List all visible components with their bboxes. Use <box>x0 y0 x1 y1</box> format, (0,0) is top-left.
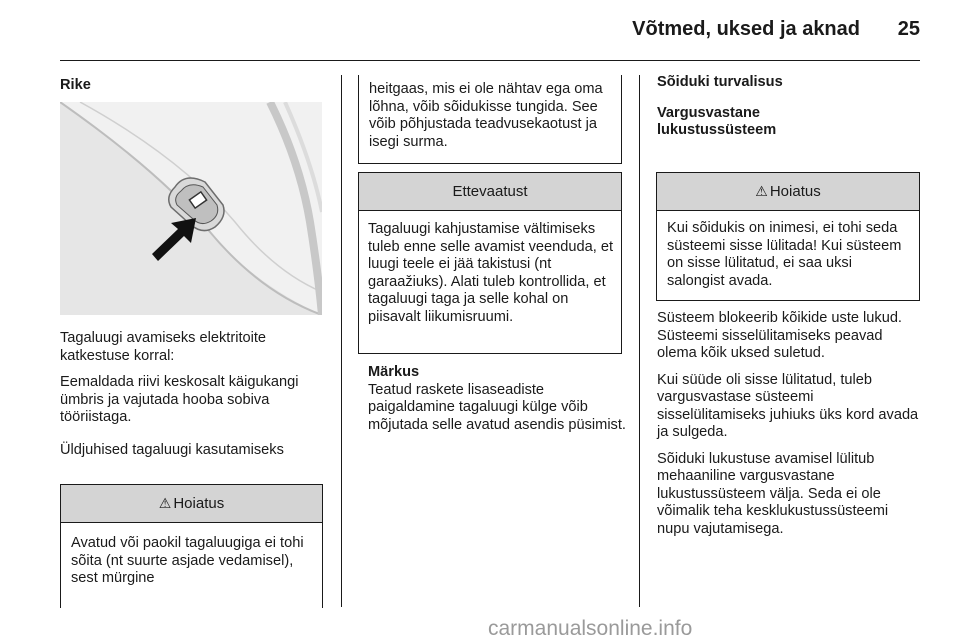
para-power-failure: Tagaluugi avamiseks elektritoite katkestuse korral: <box>60 330 267 364</box>
page-header-title: Võtmed, uksed ja aknad <box>632 18 860 40</box>
caution-box-header <box>359 173 621 211</box>
para-unlock: Sõiduki lukustuse avamisel lülitub mehaaniline vargusvastane lukustussüsteem välja. Seda ei ole võimalik teha kesklukustussüsteemi nupu vajutamisega. <box>657 450 889 537</box>
warning-continuation-text: heitgaas, mis ei ole nähtav ega oma lõhna, võib sõidukisse tungida. See võib põhjustada teadvusekaotust ja isegi surma. <box>369 81 603 150</box>
warning-title-right: Hoiatus <box>769 183 821 200</box>
warning-box-continued <box>358 75 622 164</box>
warning-box-right <box>656 172 920 301</box>
para-ignition: Kui süüde oli sisse lülitatud, tuleb vargusvastase süsteemi sisselülitamiseks juhiuks üks kord avada ja sulgeda. <box>657 371 919 440</box>
warning-triangle-icon: ⚠ <box>158 495 172 511</box>
right-column-headings <box>657 74 919 140</box>
left-column-text <box>60 330 326 459</box>
main-heading-vehicle-security: Sõiduki turvalisus <box>657 74 783 90</box>
warning-text-right: Kui sõidukis on inimesi, ei tohi seda süsteemi sisse lülitada! Kui süsteem on sisse lülitatud, ei saa uksi salongist avada. <box>667 220 902 289</box>
section-heading-general: Üldjuhised tagaluugi kasutamiseks <box>60 441 284 458</box>
warning-box-header-right <box>657 173 919 211</box>
caution-text: Tagaluugi kahjustamise vältimiseks tuleb enne selle avamist veenduda, et luugi teele ei jää takistusi (nt garaažiuks). Alati tuleb kontrollida, et tagaluugi taga ja selle kohal on piisavalt liikumisruumi. <box>368 221 614 325</box>
right-column-text <box>657 310 919 538</box>
watermark: carmanualsonline.info <box>488 617 693 640</box>
left-column <box>60 75 324 95</box>
caution-box <box>358 172 622 354</box>
warning-text: Avatud või paokil tagaluugiga ei tohi sõita (nt suurte asjade vedamisel), sest mürgine <box>71 535 304 586</box>
tailgate-release-illustration <box>60 102 322 315</box>
note-text: Teatud raskete lisaseadiste paigaldamine tagaluugi külge võib mõjutada selle avatud asendis püsimist. <box>368 381 626 433</box>
note-section <box>368 364 630 434</box>
warning-triangle-icon: ⚠ <box>755 183 768 199</box>
column-divider-right <box>639 75 640 607</box>
warning-box-header <box>61 485 322 523</box>
para-remove-cover: Eemaldada riivi keskosalt käigukangi ümbris ja vajutada hooba sobiva tööriistaga. <box>60 374 299 425</box>
caution-title: Ettevaatust <box>452 183 528 200</box>
note-heading: Märkus <box>368 364 420 380</box>
page-number: 25 <box>897 18 920 40</box>
sub-heading-anti-theft: Vargusvastane lukustussüsteem <box>657 104 777 138</box>
column-divider-left <box>341 75 342 607</box>
para-system-blocks: Süsteem blokeerib kõikide uste lukud. Süsteemi sisselülitamiseks peavad olema kõik uksed suletud. <box>657 310 902 361</box>
header-divider <box>60 60 920 61</box>
warning-title: Hoiatus <box>173 495 225 512</box>
warning-box-left <box>60 484 323 608</box>
section-heading-rike: Rike <box>60 77 91 93</box>
